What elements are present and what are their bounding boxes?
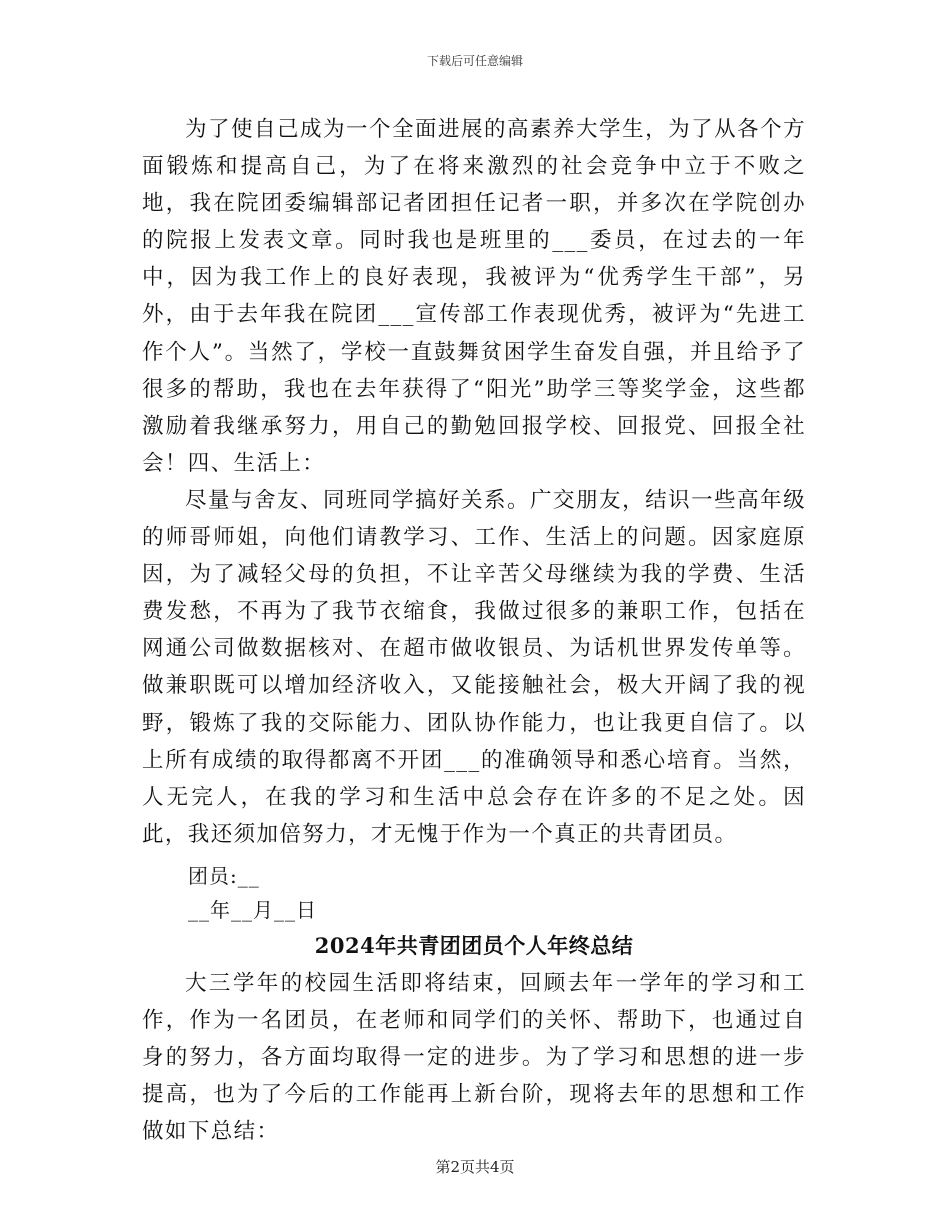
page-header: 下载后可任意编辑 [426, 54, 523, 68]
section-title: 2024年共青团团员个人年终总结 [314, 932, 634, 958]
signature-member: 团员:__ [188, 863, 260, 888]
page-footer: 第2页共4页 [435, 1158, 515, 1176]
document-body [142, 111, 806, 1150]
paragraph-2: 尽量与舍友、同班同学搞好关系。广交朋友，结识一些高年级的师哥师姐，向他们请教学习、工作、生活上的问题。因家庭原因，为了减轻父母的负担，不让辛苦父母继续为我的学费、生活费发愁，不再为了我节衣缩食，我做过很多的兼职工作，包括在网通公司做数据核对、在超市做收银员、为话机世界发传单等。做兼职既可以增加经济收入，又能接触社会，极大开阔了我的视野，锻炼了我的交际能力、团队协作能力，也让我更自信了。以上所有成绩的取得都离不开团___的准确领导和悉心培育。当然，人无完人，在我的学习和生活中总会存在许多的不足之处。因此，我还须加倍努力，才无愧于作为一个真正的共青团员。 [142, 487, 806, 847]
signature-date: __年__月__日 [188, 897, 317, 922]
paragraph-1: 为了使自己成为一个全面进展的高素养大学生，为了从各个方面锻炼和提高自己，为了在将来激烈的社会竞争中立于不败之地，我在院团委编辑部记者团担任记者一职，并多次在学院创办的院报上发表文章。同时我也是班里的___委员，在过去的一年中，因为我工作上的良好表现，我被评为“优秀学生干部”，另外，由于去年我在院团___宣传部工作表现优秀，被评为“先进工作个人”。当然了，学校一直鼓舞贫困学生奋发自强，并且给予了很多的帮助，我也在去年获得了“阳光”助学三等奖学金，这些都激励着我继承努力，用自己的勤勉回报学校、回报党、回报全社会！四、生活上： [142, 117, 806, 476]
paragraph-3: 大三学年的校园生活即将结束，回顾去年一学年的学习和工作，作为一名团员，在老师和同学们的关怀、帮助下，也通过自身的努力，各方面均取得一定的进步。为了学习和思想的进一步提高，也为了今后的工作能再上新台阶，现将去年的思想和工作做如下总结： [142, 970, 806, 1145]
